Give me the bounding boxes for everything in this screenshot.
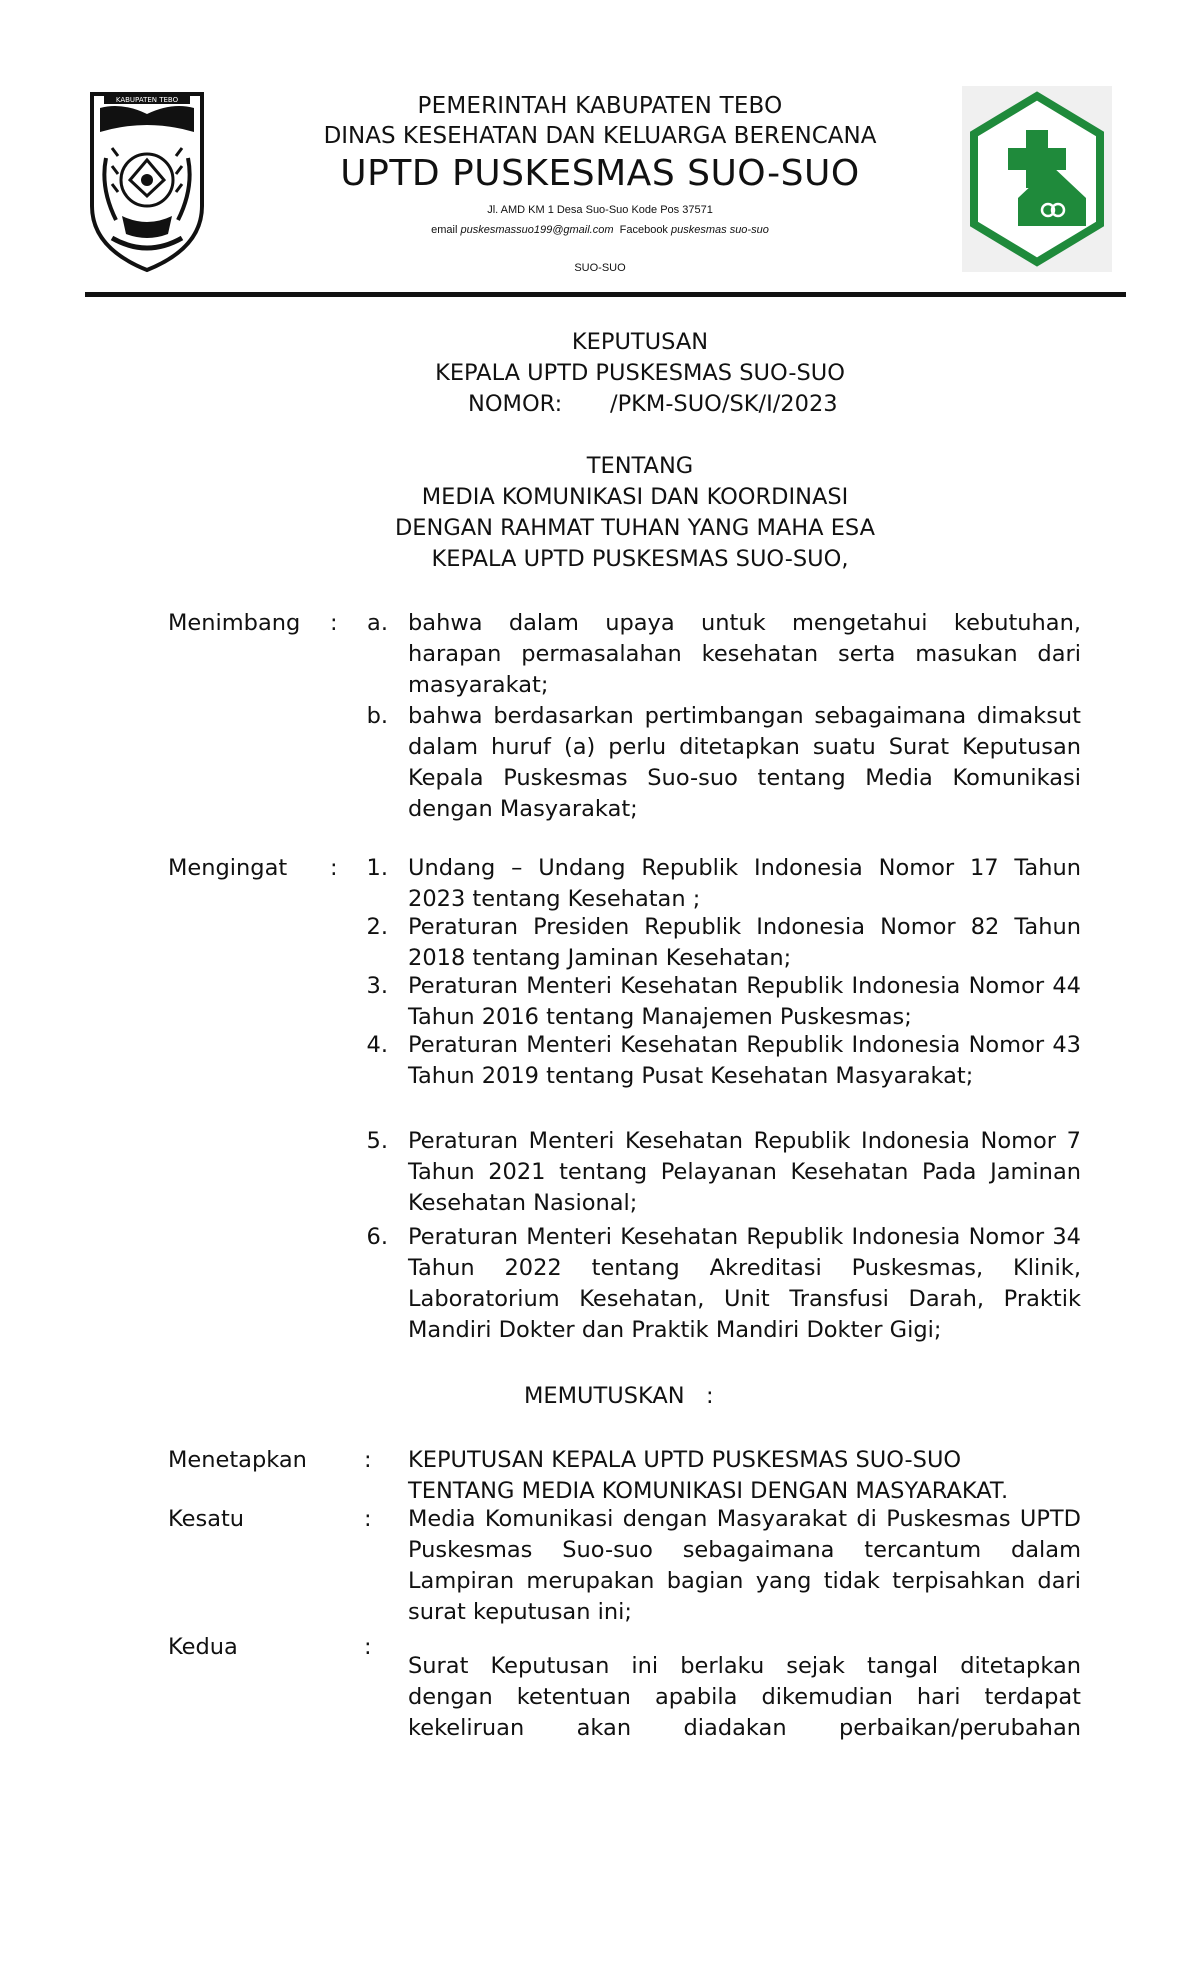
letterhead-contact: [0, 224, 1200, 236]
mengingat-colon: :: [330, 855, 338, 881]
kesatu-text: Media Komunikasi dengan Masyarakat di Puskesmas UPTD Puskesmas Suo-suo sebagaimana tercantum dalam Lampiran merupakan bagian yang tidak terpisahkan dari surat keputusan ini;: [408, 1506, 1081, 1625]
doc-subject: MEDIA KOMUNIKASI DAN KOORDINASI: [421, 484, 849, 510]
menimbang-marker-b: b.: [366, 703, 388, 729]
email-address: puskesmassuo199@gmail.com: [460, 224, 614, 236]
mengingat-marker-3: 3.: [366, 973, 388, 999]
doc-nomor-label: NOMOR:: [468, 391, 563, 417]
letterhead-divider: [85, 292, 1126, 297]
menetapkan-label: Menetapkan: [168, 1447, 307, 1473]
mengingat-item-3: Peraturan Menteri Kesehatan Republik Indonesia Nomor 44 Tahun 2016 tentang Manajemen Puskesmas;: [408, 973, 1081, 1030]
kesatu-colon: :: [364, 1506, 372, 1532]
facebook-name: puskesmas suo-suo: [671, 224, 769, 236]
kedua-colon: :: [364, 1634, 372, 1660]
memutuskan-heading: MEMUTUSKAN :: [524, 1383, 714, 1409]
kedua-text: Surat Keputusan ini berlaku sejak tangal ditetapkan dengan ketentuan apabila dikemudian hari terdapat kekeliruan akan diadakan perbaikan/perubahan: [408, 1653, 1081, 1741]
mengingat-item-2: Peraturan Presiden Republik Indonesia Nomor 82 Tahun 2018 tentang Jaminan Kesehatan;: [408, 914, 1081, 971]
kedua-label: Kedua: [168, 1634, 238, 1660]
menimbang-item-b: bahwa berdasarkan pertimbangan sebagaimana dimaksut dalam huruf (a) perlu ditetapkan suatu Surat Keputusan Kepala Puskesmas Suo-suo tentang Media Komunikasi dengan Masyarakat;: [408, 703, 1081, 822]
mengingat-item-4: Peraturan Menteri Kesehatan Republik Indonesia Nomor 43 Tahun 2019 tentang Pusat Kesehatan Masyarakat;: [408, 1032, 1081, 1089]
menetapkan-colon: :: [364, 1447, 372, 1473]
menimbang-item-a: bahwa dalam upaya untuk mengetahui kebutuhan, harapan permasalahan kesehatan serta masukan dari masyarakat;: [408, 610, 1081, 698]
mengingat-marker-4: 4.: [366, 1032, 388, 1058]
emblem-top-text: KABUPATEN TEBO: [115, 96, 179, 104]
email-prefix: email: [431, 224, 461, 236]
mengingat-marker-1: 1.: [366, 855, 388, 881]
doc-tentang: TENTANG: [586, 453, 694, 479]
letterhead-institution-name: UPTD PUSKESMAS SUO-SUO: [340, 153, 860, 194]
letterhead-line-1: PEMERINTAH KABUPATEN TEBO: [417, 93, 783, 119]
doc-title-keputusan: KEPUTUSAN: [571, 329, 709, 355]
menimbang-label: Menimbang: [168, 610, 301, 636]
letterhead-footer: SUO-SUO: [574, 262, 626, 274]
mengingat-marker-6: 6.: [366, 1224, 388, 1250]
mengingat-item-1: Undang – Undang Republik Indonesia Nomor 17 Tahun 2023 tentang Kesehatan ;: [408, 855, 1081, 912]
kesatu-label: Kesatu: [168, 1506, 245, 1532]
mengingat-marker-5: 5.: [366, 1128, 388, 1154]
mengingat-label: Mengingat: [168, 855, 288, 881]
menimbang-marker-a: a.: [367, 610, 388, 636]
menetapkan-line-1: KEPUTUSAN KEPALA UPTD PUSKESMAS SUO-SUO: [408, 1447, 962, 1473]
facebook-prefix: Facebook: [613, 224, 671, 236]
doc-title-kepala: KEPALA UPTD PUSKESMAS SUO-SUO: [435, 360, 845, 386]
menimbang-colon: :: [330, 610, 338, 636]
doc-kepala-heading: KEPALA UPTD PUSKESMAS SUO-SUO,: [431, 546, 849, 572]
doc-rahmat: DENGAN RAHMAT TUHAN YANG MAHA ESA: [394, 515, 876, 541]
doc-nomor-value: /PKM-SUO/SK/I/2023: [610, 391, 838, 417]
mengingat-item-5: Peraturan Menteri Kesehatan Republik Indonesia Nomor 7 Tahun 2021 tentang Pelayanan Kesehatan Pada Jaminan Kesehatan Nasional;: [408, 1128, 1081, 1216]
letterhead-line-2: DINAS KESEHATAN DAN KELUARGA BERENCANA: [323, 123, 877, 149]
mengingat-marker-2: 2.: [366, 914, 388, 940]
mengingat-item-6: Peraturan Menteri Kesehatan Republik Indonesia Nomor 34 Tahun 2022 tentang Akreditasi Puskesmas, Klinik, Laboratorium Kesehatan, Unit Transfusi Darah, Praktik Mandiri Dokter dan Praktik Mandiri Dokter Gigi;: [408, 1224, 1081, 1343]
menetapkan-line-2: TENTANG MEDIA KOMUNIKASI DENGAN MASYARAKAT.: [408, 1478, 1009, 1504]
letterhead-address: Jl. AMD KM 1 Desa Suo-Suo Kode Pos 37571: [487, 204, 713, 216]
